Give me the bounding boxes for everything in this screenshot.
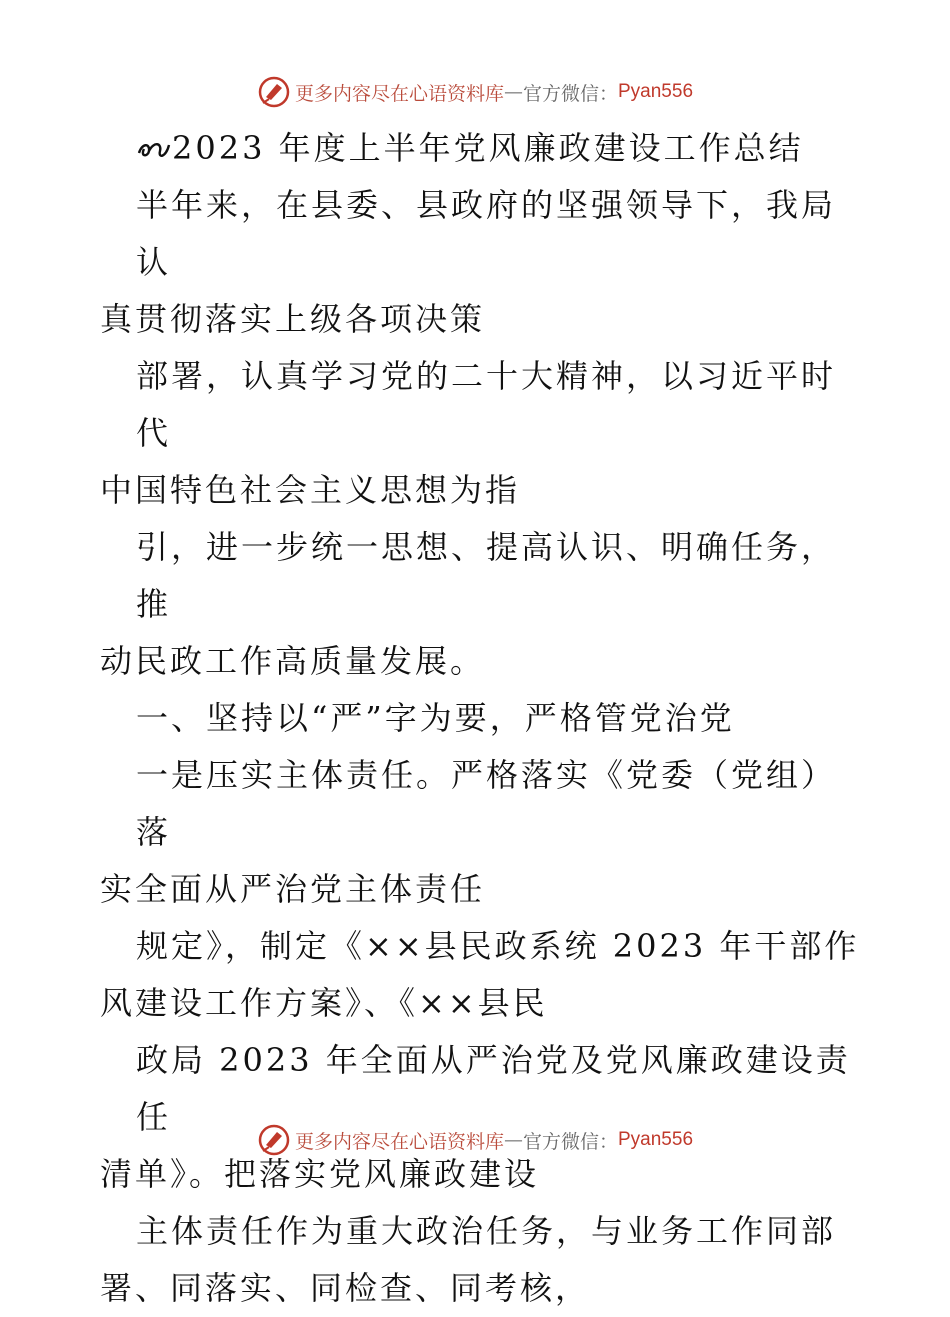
text-line: 一是压实主体责任。严格落实《党委（党组）落 <box>136 756 837 851</box>
banner-dash: — <box>503 81 523 103</box>
text-line: 主体责任作为重大政治任务，与业务工作同部 <box>136 1212 837 1250</box>
banner-handle: Pyan556 <box>618 81 694 102</box>
text-line: 部署，认真学习党的二十大精神，以习近平时代 <box>136 357 837 452</box>
logo-icon <box>257 75 291 109</box>
text-line: 清单》。把落实党风廉政建设 <box>100 1155 540 1193</box>
banner-main-text: 更多内容尽在心语资料库 <box>294 1130 504 1153</box>
text-line: 风建设工作方案》、《××县民 <box>100 984 548 1022</box>
footer-banner <box>0 1120 950 1160</box>
text-line: 实全面从严治党主体责任 <box>100 870 486 908</box>
banner-dash: — <box>503 1129 523 1151</box>
text-line: 动民政工作高质量发展。 <box>100 642 486 680</box>
text-line: 规定》，制定《××县民政系统 2023 年干部作 <box>136 927 860 965</box>
text-line: 真贯彻落实上级各项决策 <box>100 300 486 338</box>
banner-handle: Pyan556 <box>618 1129 694 1150</box>
document-title <box>100 120 860 177</box>
text-line: 半年来，在县委、县政府的坚强领导下，我局认 <box>136 186 837 281</box>
banner-main-text: 更多内容尽在心语资料库 <box>294 82 504 105</box>
text-line: 政局 2023 年全面从严治党及党风廉政建设责任 <box>136 1041 851 1136</box>
document-title-text: 2023 年度上半年党风廉政建设工作总结 <box>172 129 804 167</box>
banner-wechat-label: 官方微信： <box>522 1130 618 1153</box>
section-heading: 一、坚持以“严”字为要，严格管党治党 <box>136 699 735 737</box>
text-line: 署、同落实、同检查、同考核， <box>100 1269 591 1307</box>
banner-wechat-label: 官方微信： <box>522 82 618 105</box>
text-line: 引，进一步统一思想、提高认识、明确任务，推 <box>136 528 837 623</box>
header-banner <box>0 72 950 112</box>
logo-icon <box>257 1123 291 1157</box>
text-line: 中国特色社会主义思想为指 <box>100 471 521 509</box>
ornament-icon <box>136 137 172 161</box>
